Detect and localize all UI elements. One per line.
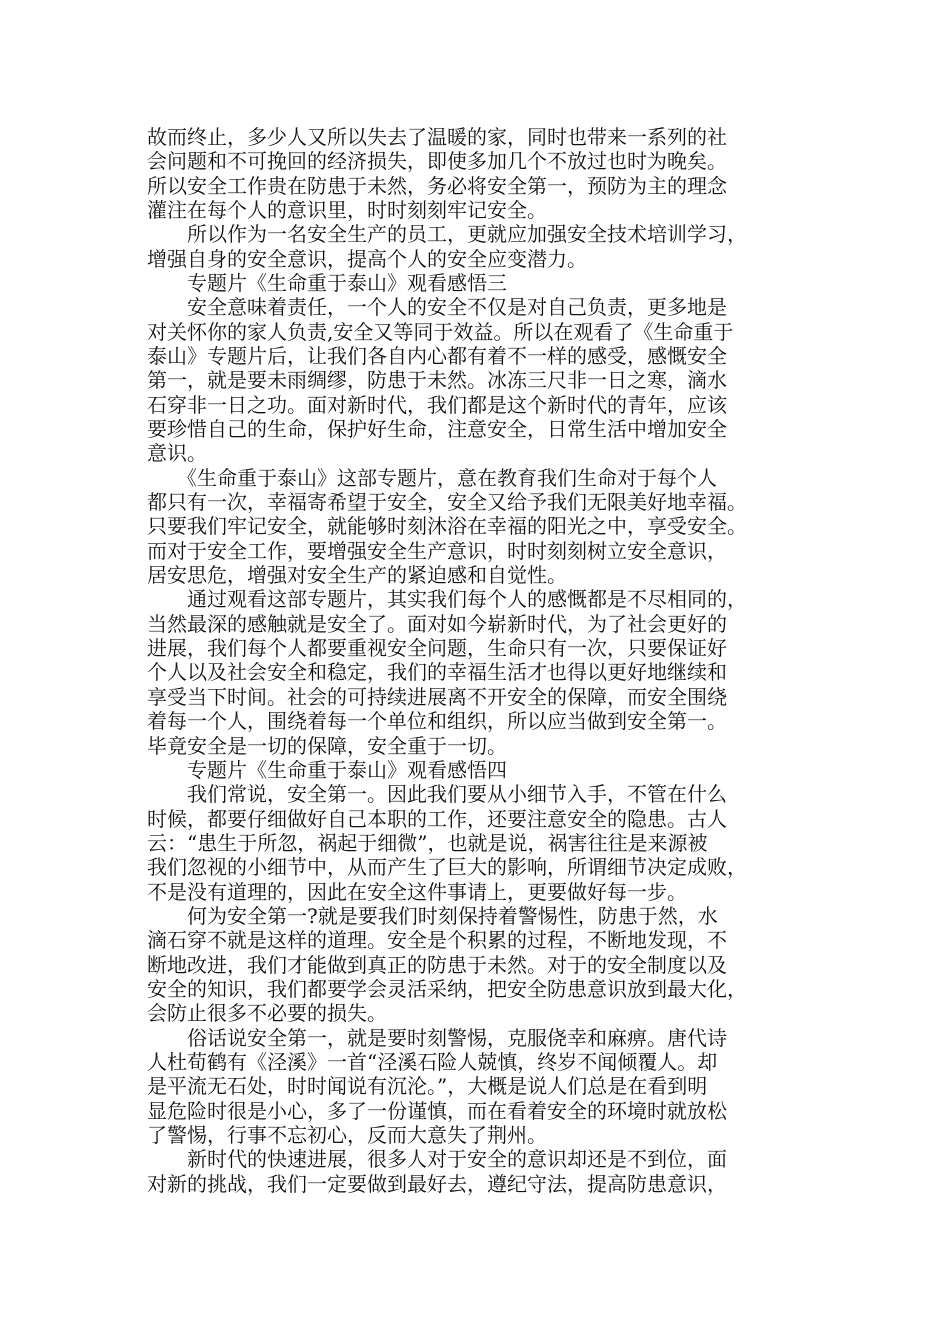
text-line: 都只有一次，幸福寄希望于安全，安全又给予我们无限美好地幸福。 [147,490,747,515]
text-line: 专题片《生命重于泰山》观看感悟四 [147,757,507,782]
text-line: 显危险时很是小心，多了一份谨慎，而在看着安全的环境时就放松 [147,1098,727,1123]
text-line: 了警惕，行事不忘初心，反而大意失了荆州。 [147,1122,547,1147]
text-line: 增强自身的安全意识，提高个人的安全应变潜力。 [147,246,587,271]
text-line: 意识。 [147,441,207,466]
text-line: 只要我们牢记安全，就能够时刻沐浴在幸福的阳光之中，享受安全。 [147,514,747,539]
text-line: 灌注在每个人的意识里，时时刻刻牢记安全。 [147,198,547,223]
text-line: 享受当下时间。社会的可持续进展离不开安全的保障，而安全围绕 [147,684,727,709]
text-line: 进展，我们每个人都要重视安全问题，生命只有一次，只要保证好 [147,636,727,661]
text-line: 石穿非一日之功。面对新时代，我们都是这个新时代的青年，应该 [147,392,727,417]
text-line: 断地改进，我们才能做到真正的防患于未然。对于的安全制度以及 [147,952,727,977]
text-line: 安全意味着责任，一个人的安全不仅是对自己负责，更多地是 [147,295,727,320]
text-line: 云：“患生于所忽，祸起于细微”，也就是说，祸害往往是来源被 [147,830,708,855]
text-line: 滴石穿不就是这样的道理。安全是个积累的过程，不断地发现，不 [147,928,727,953]
text-line: 会防止很多不必要的损失。 [147,1001,387,1026]
text-line: 何为安全第一?就是要我们时刻保持着警惕性，防患于然，水 [147,903,718,928]
text-line: 着每一个人，围绕着每一个单位和组织，所以应当做到安全第一。 [147,709,727,734]
text-line: 所以作为一名安全生产的员工，更就应加强安全技术培训学习， [147,222,747,247]
text-line: 《生命重于泰山》这部专题片，意在教育我们生命对于每个人 [147,465,717,490]
text-line: 对关怀你的家人负责,安全又等同于效益。所以在观看了《生命重于 [147,319,734,344]
text-line: 对新的挑战，我们一定要做到最好去，遵纪守法，提高防患意识， [147,1171,727,1196]
text-line: 不是没有道理的，因此在安全这件事请上，更要做好每一步。 [147,879,687,904]
text-line: 泰山》专题片后，让我们各自内心都有着不一样的感受，感慨安全 [147,344,727,369]
text-line: 故而终止，多少人又所以失去了温暖的家，同时也带来一系列的社 [147,125,727,149]
text-line: 时候，都要仔细做好自己本职的工作，还要注意安全的隐患。古人 [147,806,727,831]
text-line: 安全的知识，我们都要学会灵活采纳，把安全防患意识放到最大化， [147,976,747,1001]
text-line: 俗话说安全第一，就是要时刻警惕，克服侥幸和麻痹。唐代诗 [147,1025,727,1050]
text-line: 新时代的快速进展，很多人对于安全的意识却还是不到位，面 [147,1147,727,1172]
text-line: 我们常说，安全第一。因此我们要从小细节入手，不管在什么 [147,782,727,807]
text-line: 要珍惜自己的生命，保护好生命，注意安全，日常生活中增加安全 [147,417,727,442]
text-line: 通过观看这部专题片，其实我们每个人的感慨都是不尽相同的， [147,587,747,612]
text-line: 当然最深的感触就是安全了。面对如今崭新时代，为了社会更好的 [147,611,727,636]
text-line: 人杜荀鹤有《泾溪》一首“泾溪石险人兢慎，终岁不闻倾覆人。却 [147,1049,718,1074]
text-line: 我们忽视的小细节中，从而产生了巨大的影响，所谓细节决定成败， [147,855,747,880]
text-line: 是平流无石处，时时闻说有沉沦。”，大概是说人们总是在看到明 [147,1074,708,1099]
text-line: 第一，就是要未雨绸缪，防患于未然。冰冻三尺非一日之寒，滴水 [147,368,727,393]
text-line: 会问题和不可挽回的经济损失，即使多加几个不放过也时为晚矣。 [147,149,727,174]
text-line: 所以安全工作贵在防患于未然，务必将安全第一，预防为主的理念 [147,173,727,198]
text-line: 而对于安全工作，要增强安全生产意识，时时刻刻树立安全意识， [147,538,727,563]
text-line: 毕竟安全是一切的保障，安全重于一切。 [147,733,507,758]
text-line: 个人以及社会安全和稳定，我们的幸福生活才也得以更好地继续和 [147,660,727,685]
text-line: 专题片《生命重于泰山》观看感悟三 [147,271,507,296]
text-line: 居安思危，增强对安全生产的紧迫感和自觉性。 [147,563,567,588]
